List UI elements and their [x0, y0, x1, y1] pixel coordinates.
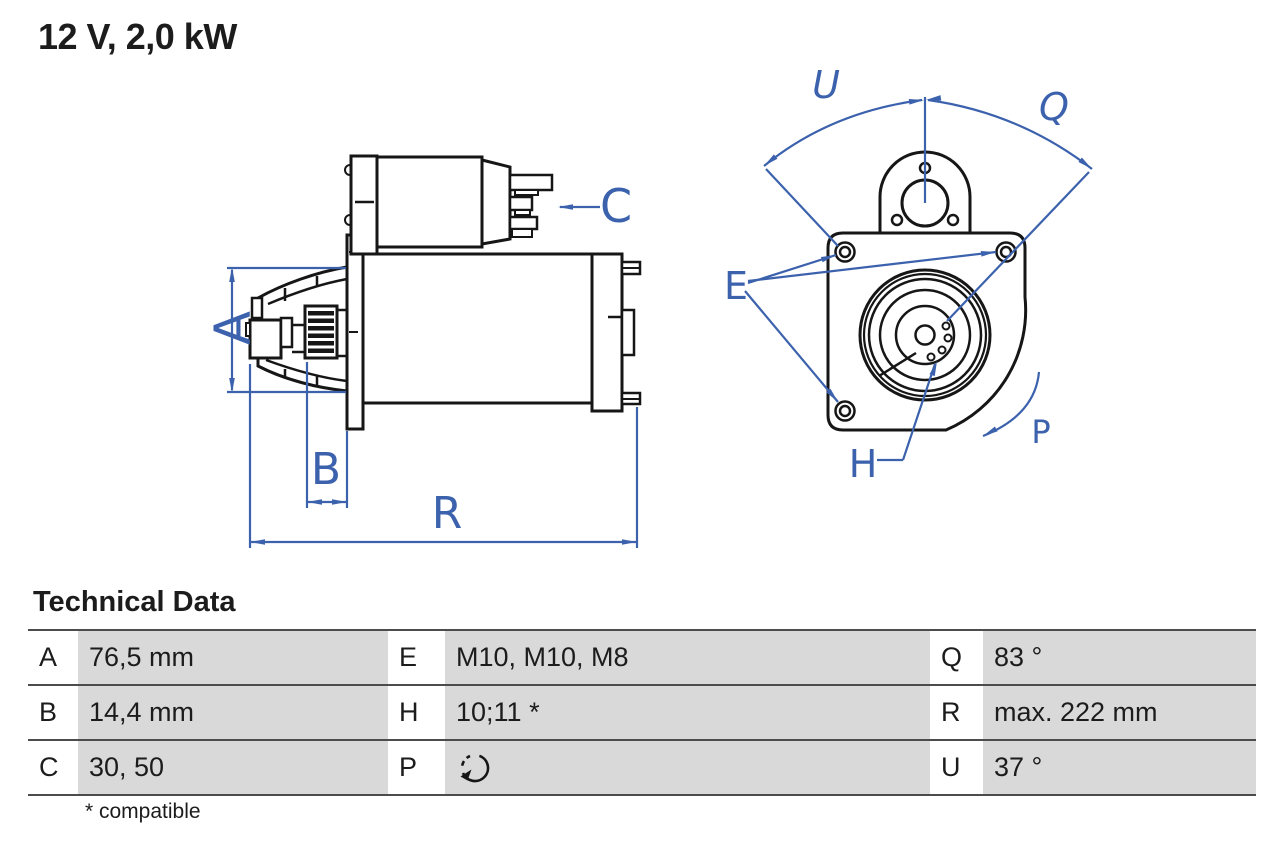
param-key-U: U: [930, 741, 983, 794]
rear-boss: [622, 310, 634, 355]
param-key-Q: Q: [930, 631, 983, 684]
param-value-U: 37 °: [983, 741, 1256, 794]
table-row: [28, 741, 1256, 796]
param-key-A: A: [28, 631, 78, 684]
param-key-P: P: [388, 741, 445, 794]
page-title: 12 V, 2,0 kW: [38, 16, 237, 57]
dim-label-B: B: [310, 444, 342, 495]
param-value-P: [445, 741, 930, 794]
section-heading: Technical Data: [33, 586, 236, 618]
param-value-B: 14,4 mm: [78, 686, 388, 739]
rear-end-plate: [592, 254, 622, 411]
param-key-E: E: [388, 631, 445, 684]
dim-label-R: R: [431, 488, 463, 539]
footnote: * compatible: [85, 800, 201, 823]
param-key-C: C: [28, 741, 78, 794]
motor-body: [363, 254, 592, 403]
param-value-A: 76,5 mm: [78, 631, 388, 684]
shaft-collar: [281, 318, 292, 347]
dim-label-E: E: [723, 264, 749, 308]
dim-label-A: A: [204, 310, 262, 346]
param-key-R: R: [930, 686, 983, 739]
solenoid-terminals: [510, 175, 552, 237]
dim-label-Q: Q: [1039, 85, 1069, 129]
param-key-B: B: [28, 686, 78, 739]
param-value-Q: 83 °: [983, 631, 1256, 684]
param-value-C: 30, 50: [78, 741, 388, 794]
dim-label-U: U: [812, 63, 840, 107]
dim-label-H: H: [848, 442, 878, 486]
dim-label-C: C: [599, 179, 633, 233]
param-value-H: 10;11 *: [445, 686, 930, 739]
solenoid-end-taper: [482, 160, 510, 244]
side-view-drawing: [246, 156, 640, 429]
table-row: [28, 686, 1256, 741]
param-key-H: H: [388, 686, 445, 739]
technical-data-table: [28, 629, 1256, 796]
dim-label-P: P: [1031, 413, 1051, 451]
rotation-direction-icon: [456, 749, 494, 787]
table-row: [28, 631, 1256, 686]
solenoid-body: [377, 157, 482, 247]
param-value-E: M10, M10, M8: [445, 631, 930, 684]
solenoid-cap: [351, 156, 377, 254]
param-value-R: max. 222 mm: [983, 686, 1256, 739]
